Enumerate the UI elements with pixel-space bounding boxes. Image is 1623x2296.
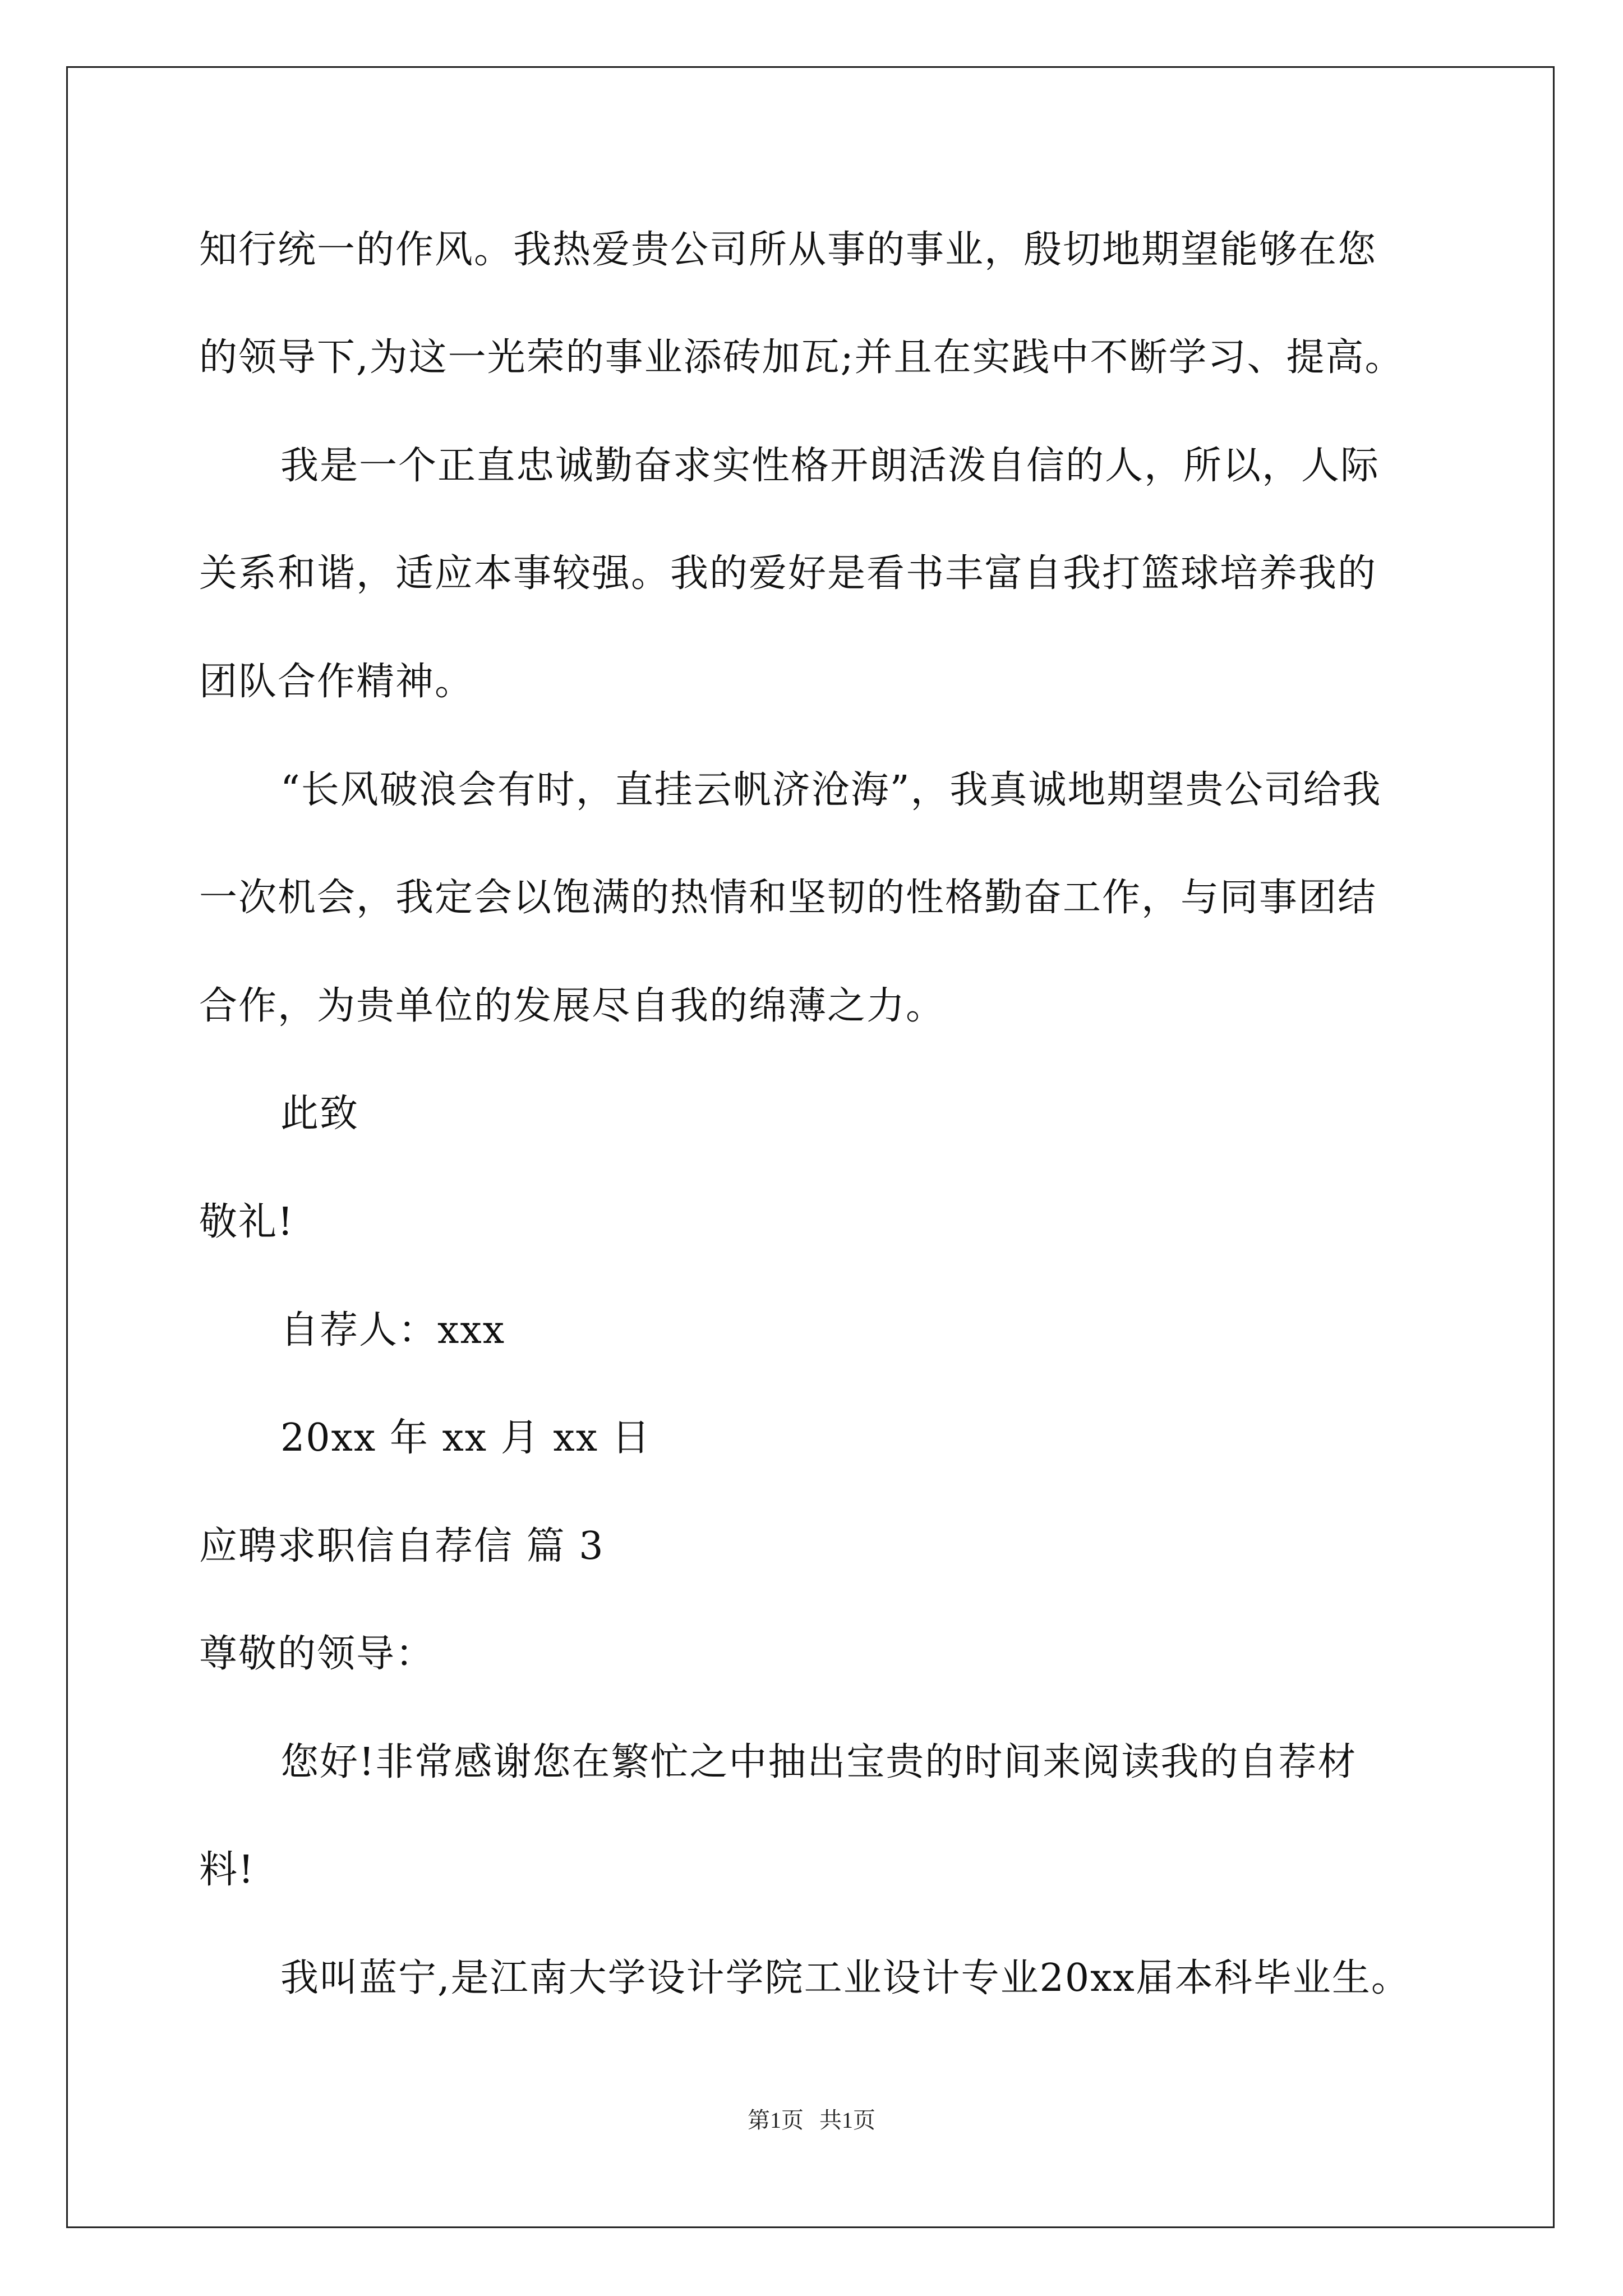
paragraph-line: 料!: [199, 1848, 255, 1892]
paragraph-line: 我是一个正直忠诚勤奋求实性格开朗活泼自信的人，所以，人际: [280, 444, 1380, 488]
closing-regards: 敬礼!: [199, 1200, 294, 1244]
signature-line: 自荐人：xxx: [280, 1308, 506, 1352]
greeting-line: 尊敬的领导：: [199, 1632, 435, 1676]
date-line: 20xx 年 xx 月 xx 日: [280, 1416, 651, 1460]
paragraph-line: 我叫蓝宁,是江南大学设计学院工业设计专业20xx届本科毕业生。: [280, 1956, 1410, 2000]
paragraph-line: 的领导下,为这一光荣的事业添砖加瓦;并且在实践中不断学习、提高。: [199, 335, 1404, 380]
paragraph-line: 一次机会，我定会以饱满的热情和坚韧的性格勤奋工作，与同事团结: [199, 876, 1377, 920]
closing-salutation: 此致: [280, 1092, 359, 1136]
paragraph-line: 您好!非常感谢您在繁忙之中抽出宝贵的时间来阅读我的自荐材: [280, 1740, 1357, 1784]
paragraph-line: 合作，为贵单位的发展尽自我的绵薄之力。: [199, 984, 946, 1028]
page-number-footer: 第1页 共1页: [748, 2108, 875, 2133]
paragraph-line: “长风破浪会有时，直挂云帆济沧海”，我真诚地期望贵公司给我: [280, 768, 1382, 812]
paragraph-line: 团队合作精神。: [199, 660, 474, 704]
section-heading: 应聘求职信自荐信 篇 3: [199, 1524, 605, 1568]
paragraph-line: 知行统一的作风。我热爱贵公司所从事的事业，殷切地期望能够在您: [199, 228, 1377, 272]
paragraph-line: 关系和谐，适应本事较强。我的爱好是看书丰富自我打篮球培养我的: [199, 551, 1377, 596]
page-border: [66, 66, 1555, 2228]
